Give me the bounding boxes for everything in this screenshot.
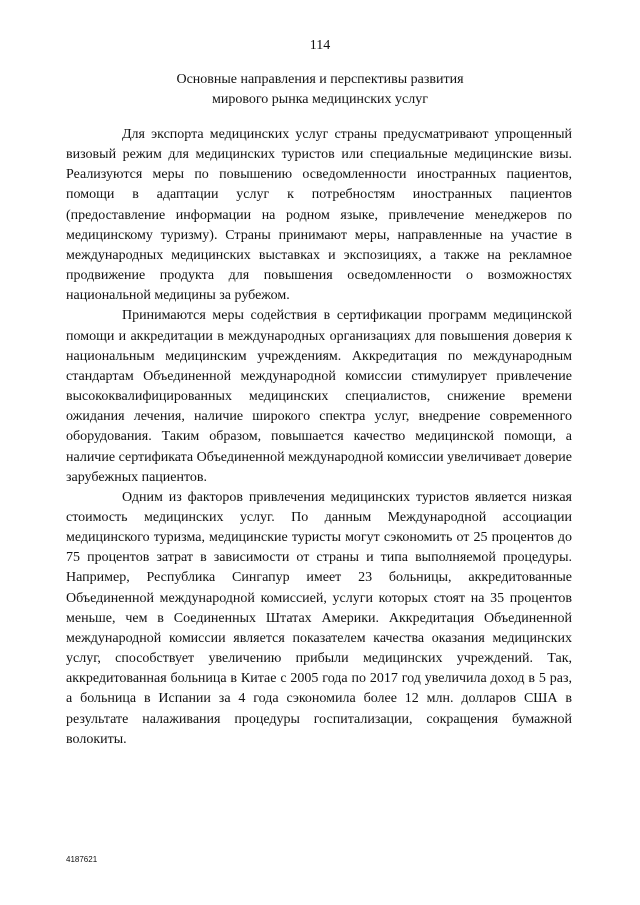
heading-line-2: мирового рынка медицинских услуг	[212, 92, 428, 107]
document-id: 4187621	[66, 855, 98, 864]
paragraph-accreditation: Принимаются меры содействия в сертификации программ медицинской помощи и аккредитации в международных организациях для повышения доверия к национальным медицинским учреждениям. Аккредитация по международным стандартам Объединенной международной комиссии стимулирует привлечение высококвалифицированных медицинских специалистов, снижение времени ожидания лечения, наличие широкого спектра услуг, внедрение современного оборудования. Таким образом, повышается качество медицинской помощи, а наличие сертификата Объединенной международной комиссии увеличивает доверие зарубежных пациентов.	[66, 308, 572, 485]
heading-line-1: Основные направления и перспективы развития	[176, 72, 464, 87]
paragraph-export-measures: Для экспорта медицинских услуг страны предусматривают упрощенный визовый режим для медицинских туристов или специальные медицинские визы. Реализуются меры по повышению осведомленности иностранных пациентов, помощи в адаптации услуг к потребностям иностранных пациентов (предоставление информации на родном языке, привлечение менеджеров по медицинскому туризму). Страны принимают меры, направленные на участие в международных медицинских выставках и экспозициях, а также на рекламное продвижение продукта для повышения осведомленности о возможностях национальной медицины за рубежом.	[66, 127, 572, 304]
page-number: 114	[309, 38, 331, 53]
section-heading	[68, 70, 572, 110]
paragraph-low-cost: Одним из факторов привлечения медицинских туристов является низкая стоимость медицинских услуг. По данным Международной ассоциации медицинского туризма, медицинские туристы могут сэкономить от 25 процентов до 75 процентов затрат в зависимости от страны и типа выполняемой процедуры. Например, Республика Сингапур имеет 23 больницы, аккредитованные Объединенной международной комиссией, услуги которых стоят на 35 процентов меньше, чем в Соединенных Штатах Америки. Аккредитация Объединенной международной комиссии является показателем качества оказания медицинских услуг, способствует увеличению прибыли медицинских учреждений. Так, аккредитованная больница в Китае с 2005 года по 2017 год увеличила доход в 5 раз, а больница в Испании за 4 года сэкономила более 12 млн. долларов США в результате налаживания процедуры госпитализации, сокращения бумажной волокиты.	[66, 489, 572, 747]
body-text	[66, 125, 572, 750]
